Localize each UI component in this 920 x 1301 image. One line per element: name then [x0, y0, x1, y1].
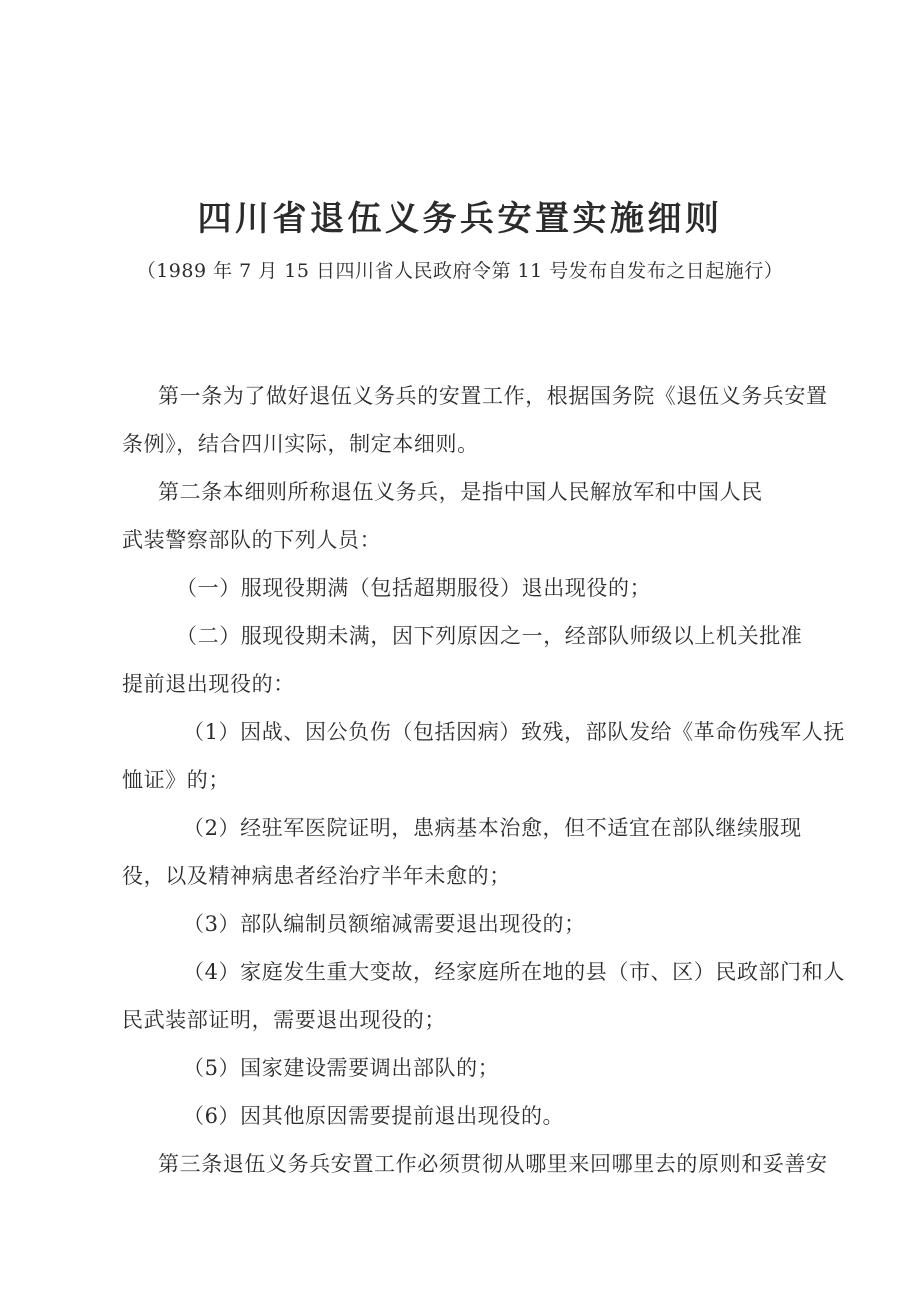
document-line: 武装警察部队的下列人员：: [122, 528, 382, 552]
document-line: 役，以及精神病患者经治疗半年未愈的；: [122, 864, 511, 888]
document-line: （一）服现役期满（包括超期服役）退出现役的；: [176, 576, 652, 600]
document-line: 第二条本细则所称退伍义务兵，是指中国人民解放军和中国人民: [158, 480, 763, 504]
document-line: 条例》，结合四川实际，制定本细则。: [122, 432, 479, 456]
document-line: （2）经驻军医院证明，患病基本治愈，但不适宜在部队继续服现: [183, 816, 802, 840]
document-line: （4）家庭发生重大变故，经家庭所在地的县（市、区）民政部门和人: [183, 960, 845, 984]
document-line: 第一条为了做好退伍义务兵的安置工作，根据国务院《退伍义务兵安置: [158, 384, 828, 408]
document-body: [122, 372, 845, 1188]
document-line: （3）部队编制员额缩减需要退出现役的；: [183, 912, 586, 936]
document-line: （6）因其他原因需要提前退出现役的。: [183, 1104, 565, 1128]
document-title: 四川省退伍义务兵安置实施细则: [197, 199, 723, 239]
document-line: 民武装部证明，需要退出现役的；: [122, 1008, 446, 1032]
document-line: 第三条退伍义务兵安置工作必须贯彻从哪里来回哪里去的原则和妥善安: [158, 1152, 828, 1176]
document-line: 提前退出现役的：: [122, 672, 295, 696]
document-line: （5）国家建设需要调出部队的；: [183, 1056, 500, 1080]
document-line: 恤证》的；: [122, 768, 230, 792]
document-line: （二）服现役期未满，因下列原因之一，经部队师级以上机关批准: [176, 624, 803, 648]
document-subtitle: （1989 年 7 月 15 日四川省人民政府令第 11 号发布自发布之日起施行）: [136, 260, 784, 282]
document-line: （1）因战、因公负伤（包括因病）致残，部队发给《革命伤残军人抚: [183, 720, 845, 744]
